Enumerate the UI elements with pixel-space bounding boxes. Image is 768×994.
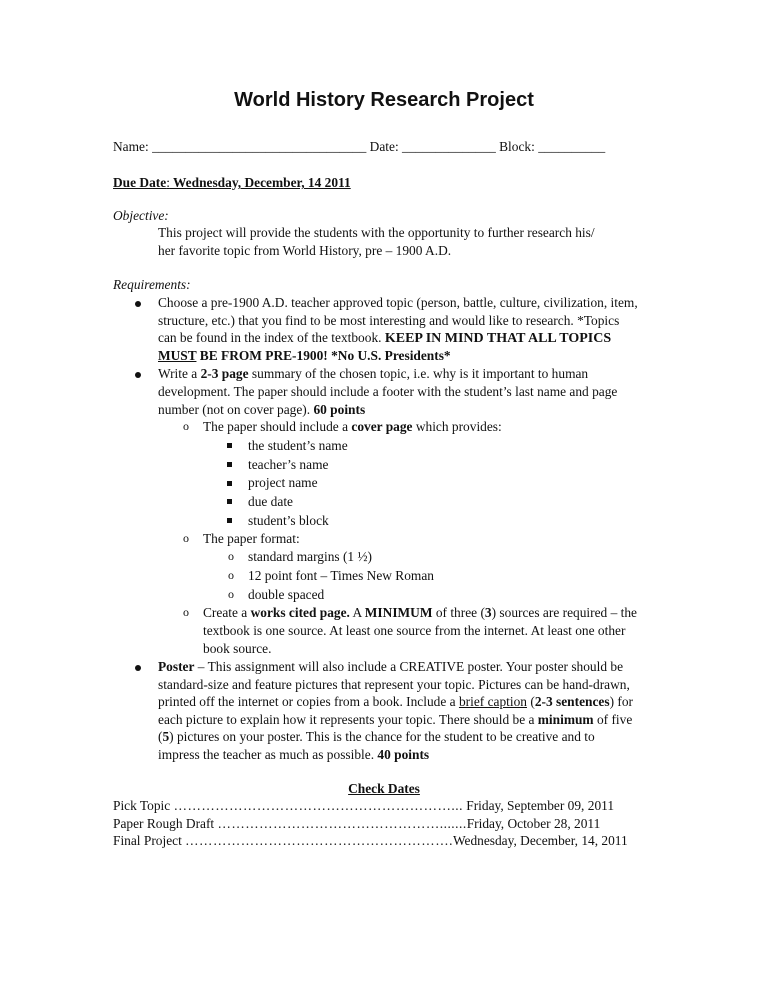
works-text-g: ) sources are required – the [491,605,637,620]
cover-page-line [203,418,502,435]
req-2-points: 60 points [313,402,366,417]
works-text-a: Create a [203,605,251,620]
square-bullet-icon [227,443,232,448]
due-date-colon: : [166,175,170,190]
square-bullet-icon [227,499,232,504]
circle-bullet-icon: o [228,549,234,563]
caption-length: 2-3 sentences [534,694,610,709]
req-2-line-3 [158,401,365,418]
poster-l4-c: of five [593,712,633,727]
req-1-line-3 [158,329,611,347]
works-cited-line-1 [203,604,637,621]
req-1-line-1: Choose a pre-1900 A.D. teacher approved topic (person, battle, culture, civilization, item, [158,295,638,310]
check-date-row [113,797,614,814]
check-date-leader: …………………………………………………. [185,833,453,848]
cover-item: student’s block [248,513,329,528]
paper-format-line: The paper format: [203,531,300,546]
due-date [113,174,351,191]
poster-line-1 [158,658,623,675]
bullet-icon [135,665,141,671]
circle-bullet-icon: o [183,419,189,433]
cover-text-a: The paper should include a [203,419,352,434]
cover-text-c: which provides: [412,419,502,434]
check-date-label: Final Project [113,833,186,848]
poster-line-5 [158,728,595,745]
check-date-value: Wednesday, December, 14, 2011 [452,833,628,848]
req-2-line-2: development. The paper should include a footer with the student’s last name and page [158,384,618,399]
req-1-line-4 [158,347,451,364]
cover-page-term: cover page [351,419,413,434]
poster-text: – This assignment will also include a CREATIVE poster. Your poster should be [194,659,624,674]
date-label: Date: [369,139,399,154]
name-label: Name: [113,139,149,154]
objective-line-1: This project will provide the students with the opportunity to further research his/ [158,225,595,240]
works-text-c: A [349,605,365,620]
poster-line-6 [158,746,429,763]
block-label: Block: [499,139,535,154]
objective-heading: Objective: [113,208,169,223]
check-date-row [113,815,600,832]
bullet-icon [135,372,141,378]
check-date-value: Friday, September 09, 2011 [462,798,615,813]
poster-l3-c: ( [527,694,535,709]
check-date-leader: …………………………………………....... [217,816,467,831]
due-date-value: Wednesday, December, 14 2011 [169,175,351,190]
works-cited-term: works cited page. [250,605,350,620]
poster-l5-c: ) pictures on your poster. This is the chance for the student to be creative and to [169,729,595,744]
poster-term: Poster [158,659,195,674]
works-minimum: MINIMUM [364,605,433,620]
cover-item: the student’s name [248,438,348,453]
req-1-line-4-text: BE FROM PRE-1900! *No U.S. Presidents* [196,348,451,363]
circle-bullet-icon: o [228,587,234,601]
poster-count: 5 [162,729,170,744]
poster-l6-a: impress the teacher as much as possible. [158,747,378,762]
due-date-label: Due Date [113,175,167,190]
page-title: World History Research Project [234,89,534,111]
works-cited-line-2: textbook is one source. At least one source from the internet. At least one other [203,623,626,638]
req-2-line-1 [158,365,588,382]
cover-item: project name [248,475,318,490]
poster-l3-a: printed off the internet or copies from a book. Include a [158,694,459,709]
poster-points: 40 points [377,747,430,762]
check-date-label: Pick Topic [113,798,174,813]
block-blank[interactable]: __________ [538,139,606,154]
student-info-line [113,138,605,155]
format-item: 12 point font – Times New Roman [248,568,434,583]
req-1-line-2: structure, etc.) that you find to be most interesting and would like to research. *Topics [158,313,620,328]
poster-line-4 [158,711,632,728]
check-date-leader: ……………………………………………………... [173,798,463,813]
check-date-row [113,832,628,849]
req-2-page-count: 2-3 page [200,366,249,381]
date-blank[interactable]: ______________ [402,139,496,154]
req-2-text-c: summary of the chosen topic, i.e. why is it important to human [248,366,589,381]
requirements-heading: Requirements: [113,277,191,292]
square-bullet-icon [227,481,232,486]
req-2-text-a: Write a [158,366,201,381]
circle-bullet-icon: o [228,568,234,582]
req-2-line-3-text: number (not on cover page). [158,402,314,417]
objective-line-2: her favorite topic from World History, pre – 1900 A.D. [158,243,452,258]
format-item: double spaced [248,587,325,602]
poster-l5-a: ( [158,729,163,744]
cover-item: due date [248,494,293,509]
circle-bullet-icon: o [183,605,189,619]
brief-caption: brief caption [458,694,527,709]
poster-l3-e: ) for [609,694,633,709]
req-1-topics-warning: KEEP IN MIND THAT ALL TOPICS [384,331,612,346]
bullet-icon [135,301,141,307]
format-item: standard margins (1 ½) [248,549,372,564]
cover-item: teacher’s name [248,457,329,472]
poster-l4-a: each picture to explain how it represents your topic. There should be a [158,712,538,727]
works-count: 3 [484,605,492,620]
square-bullet-icon [227,518,232,523]
works-cited-line-3: book source. [203,641,272,656]
poster-line-2: standard-size and feature pictures that represent your topic. Pictures can be hand-drawn, [158,677,630,692]
works-text-e: of three ( [432,605,485,620]
check-date-value: Friday, October 28, 2011 [466,816,601,831]
square-bullet-icon [227,462,232,467]
req-1-line-3-text: can be found in the index of the textbook. [158,330,385,345]
circle-bullet-icon: o [183,531,189,545]
req-1-must: MUST [158,348,197,363]
poster-line-3 [158,693,633,710]
check-date-label: Paper Rough Draft [113,816,218,831]
poster-minimum: minimum [537,712,594,727]
check-dates-heading [0,780,768,797]
name-blank[interactable]: ________________________________ [152,139,367,154]
check-dates-heading-text: Check Dates [348,781,420,796]
